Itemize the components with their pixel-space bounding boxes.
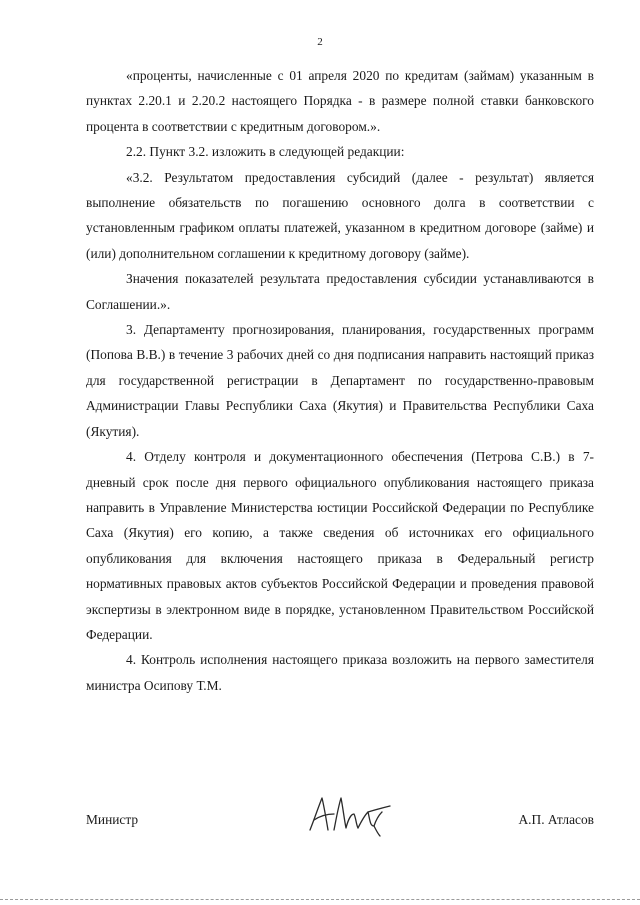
paragraph-indicator-values: Значения показателей результата предоставления субсидии устанавливаются в Соглашении.». (86, 271, 594, 312)
signatory-title: Министр (86, 812, 139, 827)
signature-block (86, 790, 594, 850)
paragraph-item-2-2: 2.2. Пункт 3.2. изложить в следующей редакции: (126, 144, 405, 160)
page-bottom-edge (0, 899, 640, 900)
paragraph-item-3-registration: 3. Департаменту прогнозирования, планирования, государственных программ (Попова В.В.) в течение 3 рабочих дней со дня подписания направить настоящий приказ для государственной регистрации в Департамент по государственно-правовым Администрации Главы Республики Саха (Якутия) и Правительства Республики Саха (Якутия). (86, 322, 594, 439)
paragraph-item-4-publication: 4. Отделу контроля и документационного обеспечения (Петрова С.В.) в 7-дневный срок после дня первого официального опубликования настоящего приказа направить в Управление Министерства юстиции Российской Федерации по Республике Саха (Якутия) его копию, а также сведения об источниках его официального опубликования для включения настоящего приказа в Федеральный регистр нормативных правовых актов субъектов Российской Федерации и проведения правовой экспертизы в электронном виде в порядке, установленном Правительством Российской Федерации. (86, 449, 594, 642)
paragraph-item-3-2-result: «3.2. Результатом предоставления субсидий (далее - результат) является выполнение обязательств по погашению основного долга в соответствии с установленным графиком оплаты платежей, указанном в кредитном договоре (займе) и (или) дополнительном соглашении к кредитному договору (займе). (86, 169, 594, 261)
paragraph-interest-clause: «проценты, начисленные с 01 апреля 2020 по кредитам (займам) указанным в пунктах 2.20.1 и 2.20.2 настоящего Порядка - в размере полной ставки банковского процента в соответствии с кредитным договором.». (86, 68, 594, 134)
handwritten-signature-icon (304, 790, 394, 838)
document-body (86, 63, 594, 698)
signatory-name: А.П. Атласов (518, 812, 594, 827)
page-number: 2 (317, 36, 323, 48)
paragraph-item-4-control: 4. Контроль исполнения настоящего приказа возложить на первого заместителя министра Осипову Т.М. (86, 652, 594, 693)
